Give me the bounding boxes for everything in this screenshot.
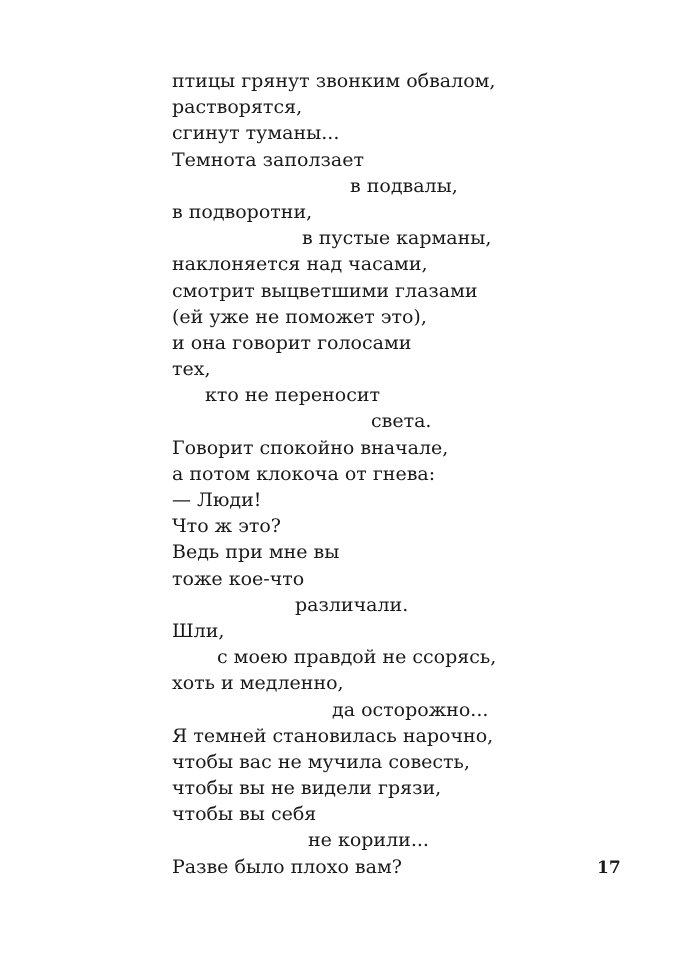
poem-line: кто не переносит <box>205 384 381 407</box>
poem-line: (ей уже не поможет это), <box>172 305 427 328</box>
poem-line: чтобы вас не мучила совесть, <box>172 750 470 773</box>
poem-line: чтобы вы себя <box>172 803 317 826</box>
poem-line: Что ж это? <box>172 515 281 538</box>
poem-line: наклоняется над часами, <box>172 253 428 276</box>
poem-line: и она говорит голосами <box>172 331 412 354</box>
poem-line: хоть и медленно, <box>172 672 344 695</box>
poem-line: растворятся, <box>172 96 303 119</box>
poem-line: смотрит выцветшими глазами <box>172 279 478 302</box>
poem-line: в подворотни, <box>172 200 313 223</box>
poem-line: сгинут туманы... <box>172 122 340 145</box>
poem-line: Темнота заползает <box>172 148 364 171</box>
poem-line: с моею правдой не ссорясь, <box>217 646 497 669</box>
poem-line: чтобы вы не видели грязи, <box>172 777 442 800</box>
poem-line: в пустые карманы, <box>302 227 492 250</box>
poem-line: Говорит спокойно вначале, <box>172 436 449 459</box>
poem-line: Разве было плохо вам? <box>172 855 402 878</box>
poem-line: в подвалы, <box>350 174 458 197</box>
poem-line: Шли, <box>172 619 225 642</box>
poem-line: да осторожно... <box>332 698 489 721</box>
poem-line: тоже кое-что <box>172 567 305 590</box>
poem-line: Ведь при мне вы <box>172 541 340 564</box>
poem-line: а потом клокоча от гнева: <box>172 462 436 485</box>
poem-line: — Люди! <box>172 489 262 511</box>
poem-line: птицы грянут звонким обвалом, <box>172 70 496 92</box>
poem-text <box>172 68 572 880</box>
poem-line: света. <box>371 410 432 433</box>
poem-line: различали. <box>295 593 409 616</box>
poem-line: не корили... <box>308 829 429 852</box>
page-number: 17 <box>597 858 621 878</box>
poem-line: тех, <box>172 358 211 381</box>
poem-line: Я темней становилась нарочно, <box>172 724 494 747</box>
